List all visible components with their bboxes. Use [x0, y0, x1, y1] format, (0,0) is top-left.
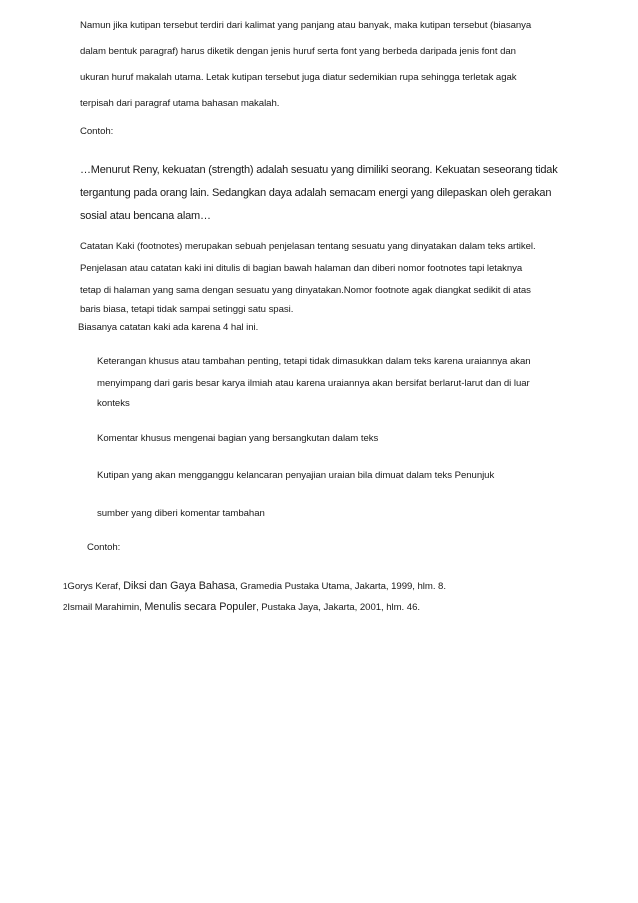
- footnote-1: [63, 580, 446, 593]
- para1-line-2: dalam bentuk paragraf) harus diketik dengan jenis huruf serta font yang berbeda daripada jenis font dan: [80, 46, 516, 57]
- reason-1-line-2: menyimpang dari garis besar karya ilmiah atau karena uraiannya akan bersifat berlarut-larut dan di luar: [97, 378, 530, 389]
- footnote-1-title: Diksi dan Gaya Bahasa: [123, 580, 236, 592]
- reason-4: sumber yang diberi komentar tambahan: [97, 508, 265, 519]
- para2-line-3: tetap di halaman yang sama dengan sesuatu yang dinyatakan.Nomor footnote agak diangkat sedikit di atas: [80, 285, 531, 296]
- para1-line-1: Namun jika kutipan tersebut terdiri dari kalimat yang panjang atau banyak, maka kutipan tersebut (biasanya: [80, 20, 532, 31]
- footnote-1-author: Gorys Keraf,: [67, 581, 124, 592]
- footnote-1-rest: , Gramedia Pustaka Utama, Jakarta, 1999, hlm. 8.: [235, 581, 446, 592]
- quote-line-3: sosial atau bencana alam…: [80, 210, 211, 222]
- footnote-2-number: 2: [63, 603, 68, 612]
- footnote-2-title: Menulis secara Populer: [144, 601, 257, 613]
- para2-line-4: baris biasa, tetapi tidak sampai setinggi satu spasi.: [80, 304, 294, 315]
- quote-line-1: …Menurut Reny, kekuatan (strength) adalah sesuatu yang dimiliki seorang. Kekuatan seseorang tidak: [80, 164, 558, 176]
- contoh-label-1: Contoh:: [80, 126, 114, 137]
- quote-line-2: tergantung pada orang lain. Sedangkan daya adalah semacam energi yang dilepaskan oleh gerakan: [80, 187, 552, 199]
- footnote-2-rest: , Pustaka Jaya, Jakarta, 2001, hlm. 46.: [256, 602, 420, 613]
- footnote-2-author: Ismail Marahimin,: [67, 602, 145, 613]
- para1-line-4: terpisah dari paragraf utama bahasan makalah.: [80, 98, 280, 109]
- contoh-label-2: Contoh:: [87, 542, 121, 553]
- reason-3: Kutipan yang akan mengganggu kelancaran penyajian uraian bila dimuat dalam teks Penunjuk: [97, 470, 495, 481]
- footnote-2: [63, 601, 420, 614]
- reason-1-line-3: konteks: [97, 398, 130, 409]
- reason-1-line-1: Keterangan khusus atau tambahan penting, tetapi tidak dimasukkan dalam teks karena uraiannya akan: [97, 356, 531, 367]
- para2-line-5: Biasanya catatan kaki ada karena 4 hal ini.: [78, 322, 259, 333]
- reason-2: Komentar khusus mengenai bagian yang bersangkutan dalam teks: [97, 433, 379, 444]
- para2-line-1: Catatan Kaki (footnotes) merupakan sebuah penjelasan tentang sesuatu yang dinyatakan dalam teks artikel.: [80, 241, 536, 252]
- para1-line-3: ukuran huruf makalah utama. Letak kutipan tersebut juga diatur sedemikian rupa sehingga terletak agak: [80, 72, 517, 83]
- footnote-1-number: 1: [63, 582, 68, 591]
- para2-line-2: Penjelasan atau catatan kaki ini ditulis di bagian bawah halaman dan diberi nomor footnotes tapi letaknya: [80, 263, 523, 274]
